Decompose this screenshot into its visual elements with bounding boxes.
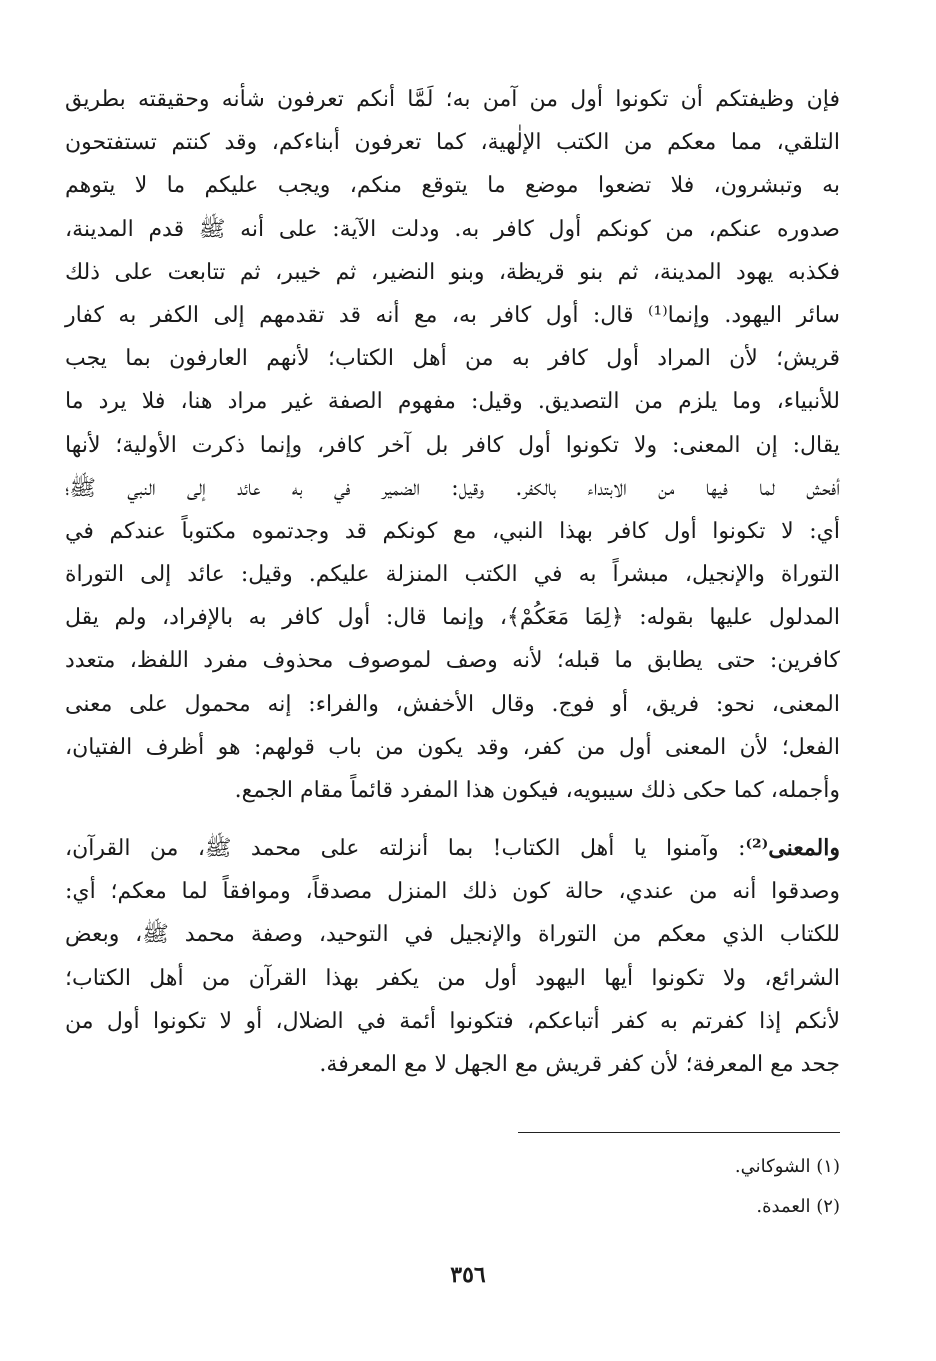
text-line: وصدقوا أنه من عندي، حالة كون ذلك المنزل مصدقاً، وموافقاً لما معكم؛ أي:: [65, 879, 840, 905]
text-line: يقال: إن المعنى: ولا تكونوا أول كافر بل آخر كافر، وإنما ذكرت الأولية؛ لأنها: [65, 432, 840, 458]
text-line: به وتبشرون، فلا تضعوا موضع ما يتوقع منكم، ويجب عليكم ما لا يتوهم: [65, 173, 840, 199]
page-number: ٣٥٦: [450, 1262, 486, 1288]
text-line: أفحش لما فيها من الابتداء بالكفر. وقيل: الضمير في به عائد إلى النبي ﷺ؛: [65, 475, 840, 501]
text-line: فكذبه يهود المدينة، ثم بنو قريظة، وبنو النضير، ثم خيبر، ثم تتابعت على ذلك: [65, 259, 840, 285]
body-paragraph-2: [65, 827, 840, 1086]
text-line: المدلول عليها بقوله: ﴿لِمَا مَعَكُمْ﴾، وإنما قال: أول كافر به بالإفراد، ولم يقل: [65, 605, 840, 631]
text-line: التوراة والإنجيل، مبشراً به في الكتب المنزلة عليكم. وقيل: عائد إلى التوراة: [65, 562, 840, 588]
text-line: للأنبياء، وما يلزم من التصديق. وقيل: مفهوم الصفة غير مراد هنا، فلا يرد ما: [65, 389, 840, 415]
lead-word: والمعنى⁽²⁾: [745, 835, 840, 861]
text-line: التلقي، مما معكم من الكتب الإلٰهية، كما تعرفون أبناءكم، وقد كنتم تستفتحون: [65, 130, 840, 156]
footnote-2: (٢) العمدة.: [756, 1196, 840, 1217]
body-paragraph-1: [65, 78, 840, 812]
text-line: صدوره عنكم، من كونكم أول كافر به. ودلت الآية: على أنه ﷺ قدم المدينة،: [65, 216, 840, 242]
text-line: كافرين: حتى يطابق ما قبله؛ لأنه وصف لموصوف محذوف مفرد اللفظ، متعدد: [65, 648, 840, 674]
text-line-rest: : وآمنوا يا أهل الكتاب! بما أنزلته على محمد ﷺ، من القرآن،: [65, 836, 746, 861]
footnote-divider: [518, 1132, 840, 1133]
text-line: [65, 827, 840, 870]
footnotes: [440, 1150, 840, 1230]
text-line: جحد مع المعرفة؛ لأن كفر قريش مع الجهل لا مع المعرفة.: [319, 1051, 840, 1077]
text-line: المعنى، نحو: فريق، أو فوج. وقال الأخفش، والفراء: إنه محمول على معنى: [65, 691, 840, 717]
text-line: فإن وظيفتكم أن تكونوا أول من آمن به؛ لَمَّا أنكم تعرفون شأنه وحقيقته بطريق: [65, 87, 840, 112]
text-line: لأنكم إذا كفرتم به كفر أتباعكم، فتكونوا أئمة في الضلال، أو لا تكونوا أول من: [65, 1008, 840, 1034]
text-line: وأجمله، كما حكى ذلك سيبويه، فيكون هذا المفرد قائماً مقام الجمع.: [234, 778, 840, 803]
text-line: الفعل؛ لأن المعنى أول من كفر، وقد يكون من باب قولهم: هو أظرف الفتيان،: [65, 734, 840, 760]
text-line: الشرائع، ولا تكونوا أيها اليهود أول من يكفر بهذا القرآن من أهل الكتاب؛: [65, 965, 840, 991]
text-line: قريش؛ لأن المراد أول كافر به من أهل الكتاب؛ لأنهم العارفون بما يجب: [65, 346, 840, 372]
footnote-1: (١) الشوكاني.: [734, 1156, 840, 1177]
text-line: للكتاب الذي معكم من التوراة والإنجيل في التوحيد، وصفة محمد ﷺ، وبعض: [65, 922, 840, 948]
text-line: سائر اليهود. وإنما⁽¹⁾ قال: أول كافر به، مع أنه قد تقدمهم إلى الكفر به كفار: [65, 302, 840, 328]
text-line: أي: لا تكونوا أول كافر بهذا النبي، مع كونكم قد وجدتموه مكتوباً عندكم في: [65, 518, 840, 544]
